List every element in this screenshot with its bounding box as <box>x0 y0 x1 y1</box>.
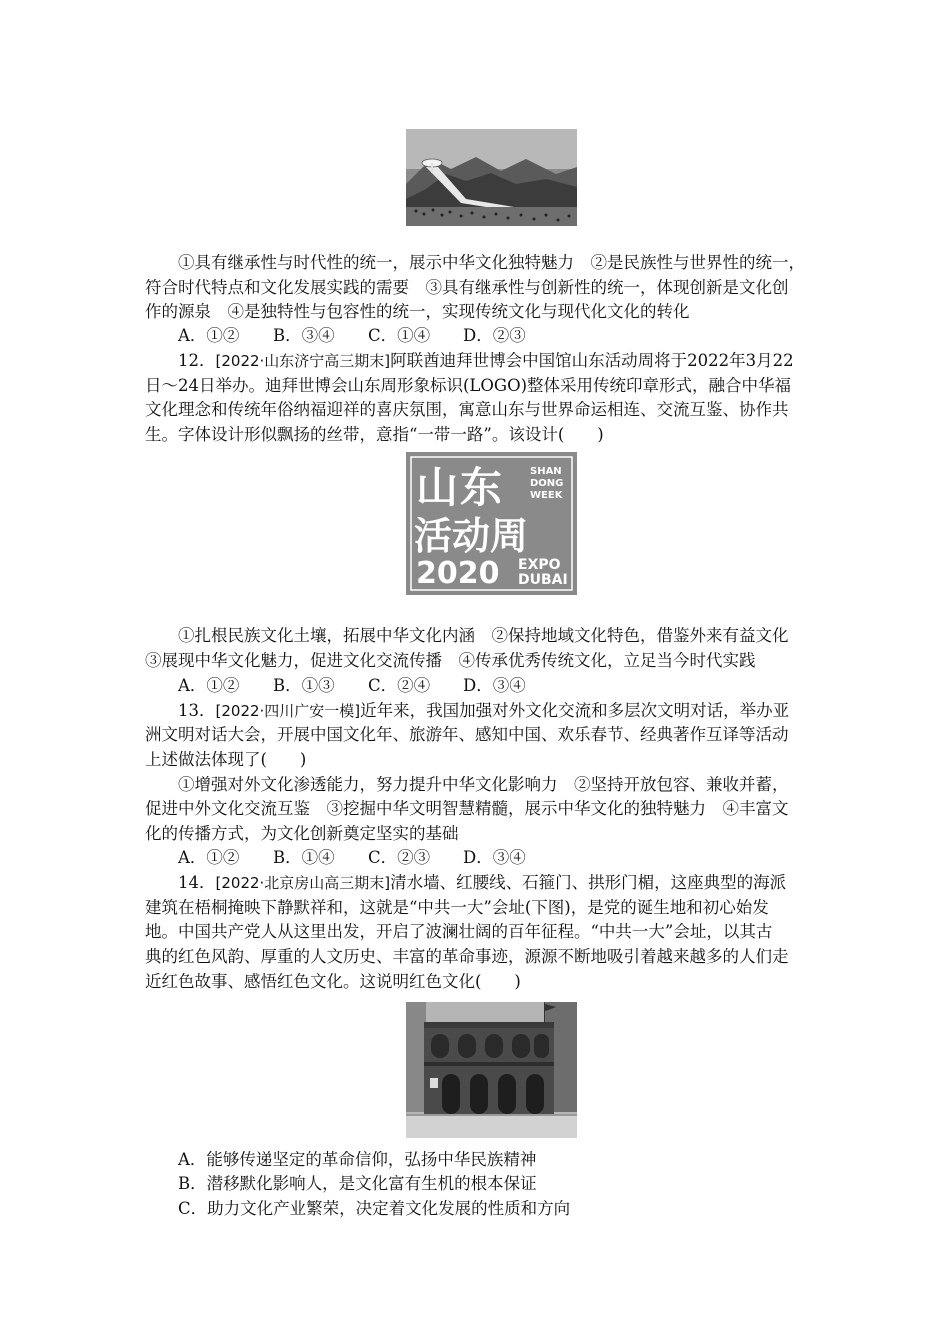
q12-option-c[interactable]: C．②④ <box>368 676 431 695</box>
ski-jump-photo-graphic <box>406 129 577 226</box>
logo-en-shan: SHAN <box>530 466 562 477</box>
shandong-week-logo <box>406 452 577 595</box>
q13-statement-line-1: ①增强对外文化渗透能力，努力提升中华文化影响力 ②坚持开放包容、兼收并蓄， <box>178 775 789 794</box>
q13-option-a[interactable]: A．①② <box>178 848 240 867</box>
logo-en-dubai: DUBAI <box>518 572 568 588</box>
q14-text: 清水墙、红腰线、石箍门、拱形门楣，这座典型的海派 <box>390 873 787 892</box>
building-photo-graphic <box>406 1002 577 1138</box>
logo-chars-row2: 活动周 <box>414 514 529 558</box>
q13-option-d[interactable]: D．③④ <box>463 848 526 867</box>
q11-statement-line-1: ①具有继承性与时代性的统一，展示中华文化独特魅力 ②是民族性与世界性的统一， <box>178 253 805 272</box>
q14-line-2: 建筑在梧桐掩映下静默祥和，这就是“中共一大”会址(下图)，是党的诞生地和初心始发 <box>145 898 769 917</box>
q12-line-3: 文化理念和传统年俗纳福迎祥的喜庆氛围，寓意山东与世界命运相连、交流互鉴、协作共 <box>145 400 789 419</box>
q12-option-a[interactable]: A．①② <box>178 676 240 695</box>
q12-option-d[interactable]: D．③④ <box>463 676 526 695</box>
q13-statement-line-3: 化的传播方式，为文化创新奠定坚实的基础 <box>145 824 459 843</box>
q12-statement-line-1: ①扎根民族文化土壤，拓展中华文化内涵 ②保持地域文化特色，借鉴外来有益文化 <box>178 626 789 645</box>
q13-option-c[interactable]: C．②③ <box>368 848 431 867</box>
q13-options <box>145 846 843 871</box>
q14-line-5: 近红色故事、感悟红色文化。这说明红色文化( ) <box>145 972 521 991</box>
logo-en-expo: EXPO <box>518 557 561 573</box>
q12-line-2: 日～24日举办。迪拜世博会山东周形象标识(LOGO)整体采用传统印章形式，融合中华福 <box>145 376 792 395</box>
ski-jump-photo <box>406 129 577 226</box>
q11-option-a[interactable]: A．①② <box>178 326 240 345</box>
q12-statement-line-2: ③展现中华文化魅力，促进文化交流传播 ④传承优秀传统文化，立足当今时代实践 <box>145 651 756 670</box>
q12-line-4: 生。字体设计形似飘扬的丝带，意指“一带一路”。该设计( ) <box>145 425 604 444</box>
q12-option-b[interactable]: B．①③ <box>273 676 335 695</box>
q11-options <box>145 324 843 349</box>
building-photo <box>406 1002 577 1138</box>
q12-options <box>145 674 843 699</box>
logo-year: 2020 <box>416 556 500 591</box>
q11-option-d[interactable]: D．②③ <box>463 326 526 345</box>
q13-line-3: 上述做法体现了( ) <box>145 750 307 769</box>
q13-text: 近年来，我国加强对外文化交流和多层次文明对话，举办亚 <box>360 701 790 720</box>
shandong-week-logo-graphic <box>406 452 577 595</box>
q14-line-1 <box>145 871 843 896</box>
logo-chars-row1: 山东 <box>416 463 505 512</box>
q14-line-3: 地。中国共产党人从这里出发，开启了波澜壮阔的百年征程。“中共一大”会址，以其古 <box>145 922 773 941</box>
logo-en-dong: DONG <box>530 478 564 489</box>
q13-statement-line-2: 促进中外文化交流互鉴 ③挖掘中华文明智慧精髓，展示中华文化的独特魅力 ④丰富文 <box>145 799 789 818</box>
q13-option-b[interactable]: B．①④ <box>273 848 335 867</box>
logo-en-week: WEEK <box>530 490 563 501</box>
q14-source: [2022·北京房山高三期末] <box>215 874 391 892</box>
q14-number: 14． <box>178 873 216 892</box>
q14-option-c[interactable]: C．助力文化产业繁荣，决定着文化发展的性质和方向 <box>178 1199 571 1218</box>
q11-option-c[interactable]: C．①④ <box>368 326 431 345</box>
q14-option-a[interactable]: A．能够传递坚定的革命信仰，弘扬中华民族精神 <box>178 1150 537 1169</box>
q12-source: [2022·山东济宁高三期末] <box>215 352 391 370</box>
q14-line-4: 典的红色风韵、厚重的人文历史、丰富的革命事迹，源源不断地吸引着越来越多的人们走 <box>145 947 789 966</box>
q13-line-2: 洲文明对话大会，开展中国文化年、旅游年、感知中国、欢乐春节、经典著作互译等活动 <box>145 725 789 744</box>
q11-statement-line-2: 符合时代特点和文化发展实践的需要 ③具有继承性与创新性的统一，体现创新是文化创 <box>145 278 789 297</box>
q11-statement-line-3: 作的源泉 ④是独特性与包容性的统一，实现传统文化与现代化文化的转化 <box>145 302 690 321</box>
q13-source: [2022·四川广安一模] <box>215 702 361 720</box>
q12-text: 阿联酋迪拜世博会中国馆山东活动周将于2022年3月22 <box>390 351 794 370</box>
q13-number: 13． <box>178 701 216 720</box>
q11-option-b[interactable]: B．③④ <box>273 326 335 345</box>
q13-line-1 <box>145 699 843 724</box>
q12-line-1 <box>145 349 843 374</box>
q14-option-b[interactable]: B．潜移默化影响人，是文化富有生机的根本保证 <box>178 1174 537 1193</box>
q12-number: 12． <box>178 351 216 370</box>
